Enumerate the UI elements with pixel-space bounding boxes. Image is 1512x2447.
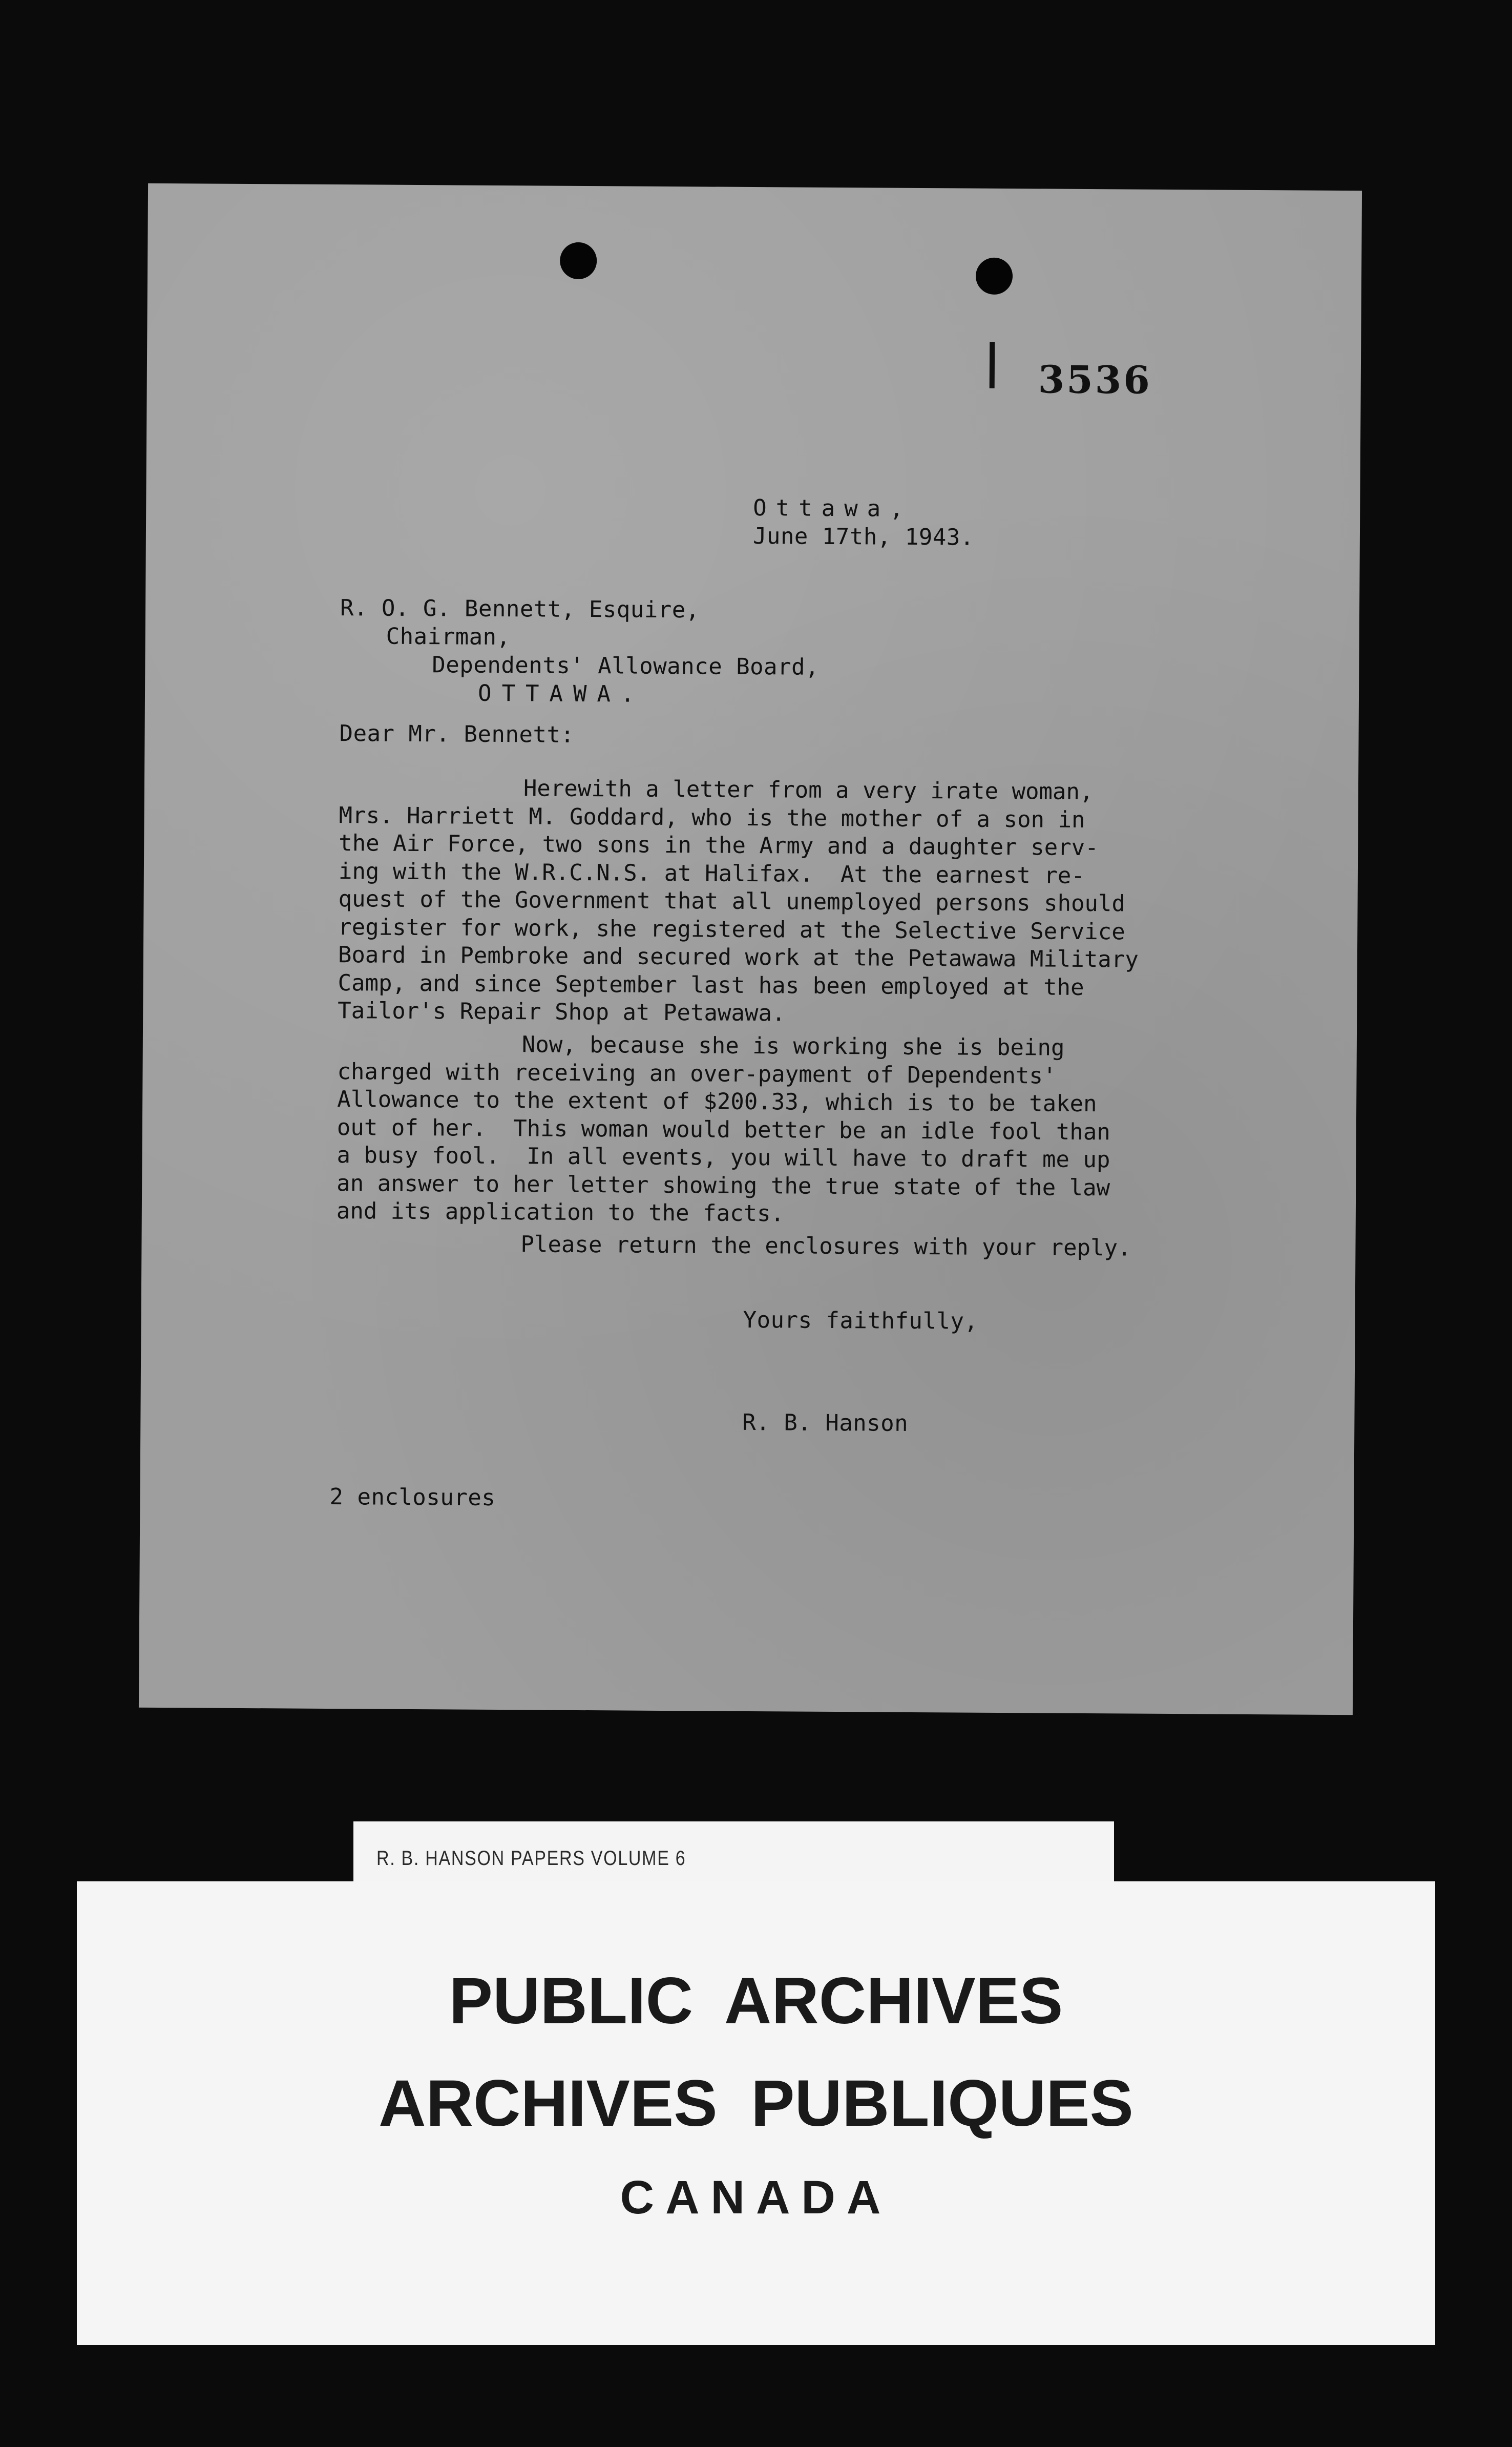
text-line: charged with receiving an over-payment of Dependents'	[337, 1058, 1057, 1089]
text-line: the Air Force, two sons in the Army and a daughter serv-	[339, 830, 1099, 861]
folio-number: 3536	[1038, 358, 1152, 403]
text-line: register for work, she registered at the Selective Service	[338, 914, 1125, 945]
text-line: Now, because she is working she is being	[521, 1031, 1065, 1061]
letter-page	[139, 183, 1362, 1715]
punch-hole	[560, 242, 597, 279]
archives-card	[77, 1881, 1435, 2345]
text-line: ing with the W.R.C.N.S. at Halifax. At the earnest re-	[338, 858, 1085, 889]
text-line: out of her. This woman would better be an idle fool than	[337, 1114, 1110, 1145]
text-line: Camp, and since September last has been employed at the	[338, 969, 1084, 1001]
enclosures-note: 2 enclosures	[329, 1484, 496, 1511]
recipient-name: R. O. G. Bennett, Esquire,	[340, 595, 700, 624]
text-line: Allowance to the extent of $200.33, which is to be taken	[337, 1086, 1097, 1117]
text-line: Mrs. Harriett M. Goddard, who is the mother of a son in	[339, 802, 1085, 833]
paragraph-1	[338, 774, 1271, 1031]
paragraph-3	[336, 1230, 1268, 1263]
volume-label-text: R. B. HANSON PAPERS VOLUME 6	[376, 1847, 686, 1870]
recipient-organization: Dependents' Allowance Board,	[432, 652, 820, 680]
archives-english: PUBLIC ARCHIVES	[449, 1964, 1063, 2038]
signature: R. B. Hanson	[742, 1409, 909, 1437]
archives-french: ARCHIVES PUBLIQUES	[379, 2067, 1133, 2140]
archives-country: CANADA	[620, 2171, 892, 2224]
recipient-city: OTTAWA.	[477, 680, 645, 708]
folio-mark	[990, 342, 995, 388]
closing: Yours faithfully,	[743, 1307, 978, 1335]
letter-date: June 17th, 1943.	[752, 523, 974, 551]
volume-label	[353, 1821, 1114, 1883]
text-line: Board in Pembroke and secured work at the Petawawa Military	[338, 942, 1139, 973]
text-line: and its application to the facts.	[336, 1198, 785, 1227]
punch-hole	[976, 258, 1013, 295]
text-line: Please return the enclosures with your reply.	[520, 1231, 1131, 1261]
text-line: quest of the Government that all unemployed persons should	[338, 886, 1126, 917]
salutation: Dear Mr. Bennett:	[339, 720, 575, 748]
text-line: a busy fool. In all events, you will have to draft me up	[337, 1142, 1110, 1173]
paragraph-2	[337, 1030, 1270, 1231]
letter-city: Ottawa,	[753, 495, 913, 522]
text-line: an answer to her letter showing the true state of the law	[337, 1170, 1110, 1201]
text-line: Herewith a letter from a very irate woman,	[523, 775, 1094, 805]
text-line: Tailor's Repair Shop at Petawawa.	[338, 998, 786, 1027]
recipient-title: Chairman,	[386, 623, 511, 651]
